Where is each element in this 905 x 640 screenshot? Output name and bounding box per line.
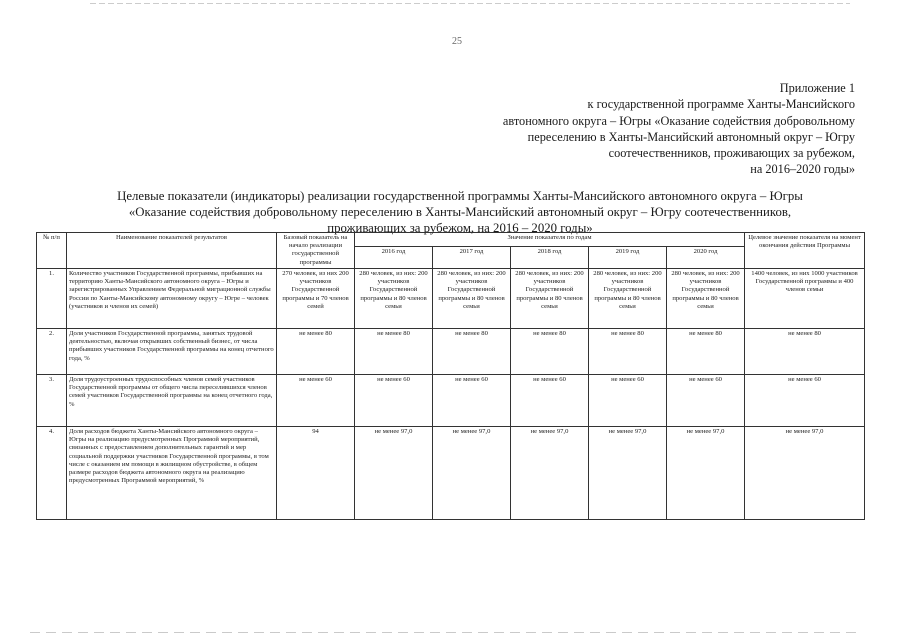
row-year-value: 280 человек, из них: 200 участников Государственной программы и 80 членов семьи xyxy=(667,269,745,329)
header-base: Базовый показатель на начало реализации государственной программы xyxy=(277,233,355,269)
table-row xyxy=(37,427,865,520)
appendix-line: соотечественников, проживающих за рубежом, xyxy=(608,146,855,161)
appendix-line: к государственной программе Ханты-Мансийского xyxy=(587,97,855,112)
header-year: 2018 год xyxy=(511,247,589,269)
row-name: Доля расходов бюджета Ханты-Мансийского автономного округа – Югры на реализацию предусмотренных Программой мероприятий, связанных с предоставлением дополнительных гарантий и мер социальной поддержки участников Государственной программы, в том числе с оказанием им помощи в жилищном обустройстве, в общем размере расходов бюджета автономного округа на реализацию предусмотренных Программой мероприятий, % xyxy=(67,427,277,520)
document-title xyxy=(70,188,850,236)
row-year-value: 280 человек, из них: 200 участников Государственной программы и 80 членов семьи xyxy=(355,269,433,329)
row-base: 270 человек, из них 200 участников Государственной программы и 70 членов семей xyxy=(277,269,355,329)
scan-artifact-bottom xyxy=(30,632,860,633)
row-year-value: не менее 97,0 xyxy=(667,427,745,520)
appendix-line: на 2016–2020 годы» xyxy=(750,162,855,177)
header-year: 2017 год xyxy=(433,247,511,269)
row-year-value: 280 человек, из них: 200 участников Государственной программы и 80 членов семьи xyxy=(589,269,667,329)
table-row xyxy=(37,329,865,375)
title-line: «Оказание содействия добровольному переселению в Ханты-Мансийский автономный округ – Югру соотечественников, xyxy=(128,205,792,219)
row-target: не менее 97,0 xyxy=(745,427,865,520)
row-name: Количество участников Государственной программы, прибывших на территорию Ханты-Мансийского автономного округа – Югры и зарегистрированных Управлением Федеральной миграционной службы России по Ханты-Мансийскому автономному округу – Югре – человек (участников и членов их семей) xyxy=(67,269,277,329)
header-year: 2020 год xyxy=(667,247,745,269)
title-line: Целевые показатели (индикаторы) реализации государственной программы Ханты-Мансийского автономного округа – Югры xyxy=(117,189,803,203)
page-number: 25 xyxy=(452,36,462,47)
row-target: не менее 60 xyxy=(745,375,865,427)
appendix-line: переселению в Ханты-Мансийский автономный округ – Югру xyxy=(527,129,855,144)
row-year-value: не менее 80 xyxy=(511,329,589,375)
row-target: 1400 человек, из них 1000 участников Государственной программы и 400 членов семьи xyxy=(745,269,865,329)
row-year-value: не менее 60 xyxy=(511,375,589,427)
row-year-value: 280 человек, из них: 200 участников Государственной программы и 80 членов семьи xyxy=(433,269,511,329)
row-year-value: не менее 80 xyxy=(667,329,745,375)
title-line: проживающих за рубежом, на 2016 – 2020 годы» xyxy=(327,221,593,235)
row-year-value: 280 человек, из них: 200 участников Государственной программы и 80 членов семьи xyxy=(511,269,589,329)
row-name: Доля участников Государственной программы, занятых трудовой деятельностью, включая открывших собственный бизнес, от числа прибывших участников Государственной программы на конец отчетного года, % xyxy=(67,329,277,375)
row-num: 2. xyxy=(37,329,67,375)
row-num: 4. xyxy=(37,427,67,520)
row-year-value: не менее 60 xyxy=(433,375,511,427)
table-row xyxy=(37,269,865,329)
scan-artifact-top xyxy=(90,3,850,4)
table-row xyxy=(37,375,865,427)
indicators-table xyxy=(36,232,865,520)
row-year-value: не менее 60 xyxy=(667,375,745,427)
header-year: 2019 год xyxy=(589,247,667,269)
row-base: 94 xyxy=(277,427,355,520)
row-name: Доля трудоустроенных трудоспособных членов семей участников Государственной программы от общего числа переселившихся членов семей участников Государственной программы на конец отчетного года, % xyxy=(67,375,277,427)
row-year-value: не менее 97,0 xyxy=(511,427,589,520)
row-year-value: не менее 80 xyxy=(589,329,667,375)
header-name: Наименование показателей результатов xyxy=(67,233,277,269)
row-year-value: не менее 80 xyxy=(433,329,511,375)
row-year-value: не менее 60 xyxy=(589,375,667,427)
row-year-value: не менее 97,0 xyxy=(589,427,667,520)
row-base: не менее 80 xyxy=(277,329,355,375)
row-base: не менее 60 xyxy=(277,375,355,427)
appendix-line: Приложение 1 xyxy=(779,81,855,95)
row-num: 3. xyxy=(37,375,67,427)
appendix-line: автономного округа – Югры «Оказание содействия добровольному xyxy=(502,113,855,128)
header-year: 2016 год xyxy=(355,247,433,269)
header-years-group: Значение показателя по годам xyxy=(355,233,745,247)
row-target: не менее 80 xyxy=(745,329,865,375)
row-year-value: не менее 60 xyxy=(355,375,433,427)
row-year-value: не менее 80 xyxy=(355,329,433,375)
header-target: Целевое значение показателя на момент окончания действия Программы xyxy=(745,233,865,269)
row-num: 1. xyxy=(37,269,67,329)
appendix-header xyxy=(415,80,855,178)
row-year-value: не менее 97,0 xyxy=(433,427,511,520)
header-num: № п/п xyxy=(37,233,67,269)
row-year-value: не менее 97,0 xyxy=(355,427,433,520)
